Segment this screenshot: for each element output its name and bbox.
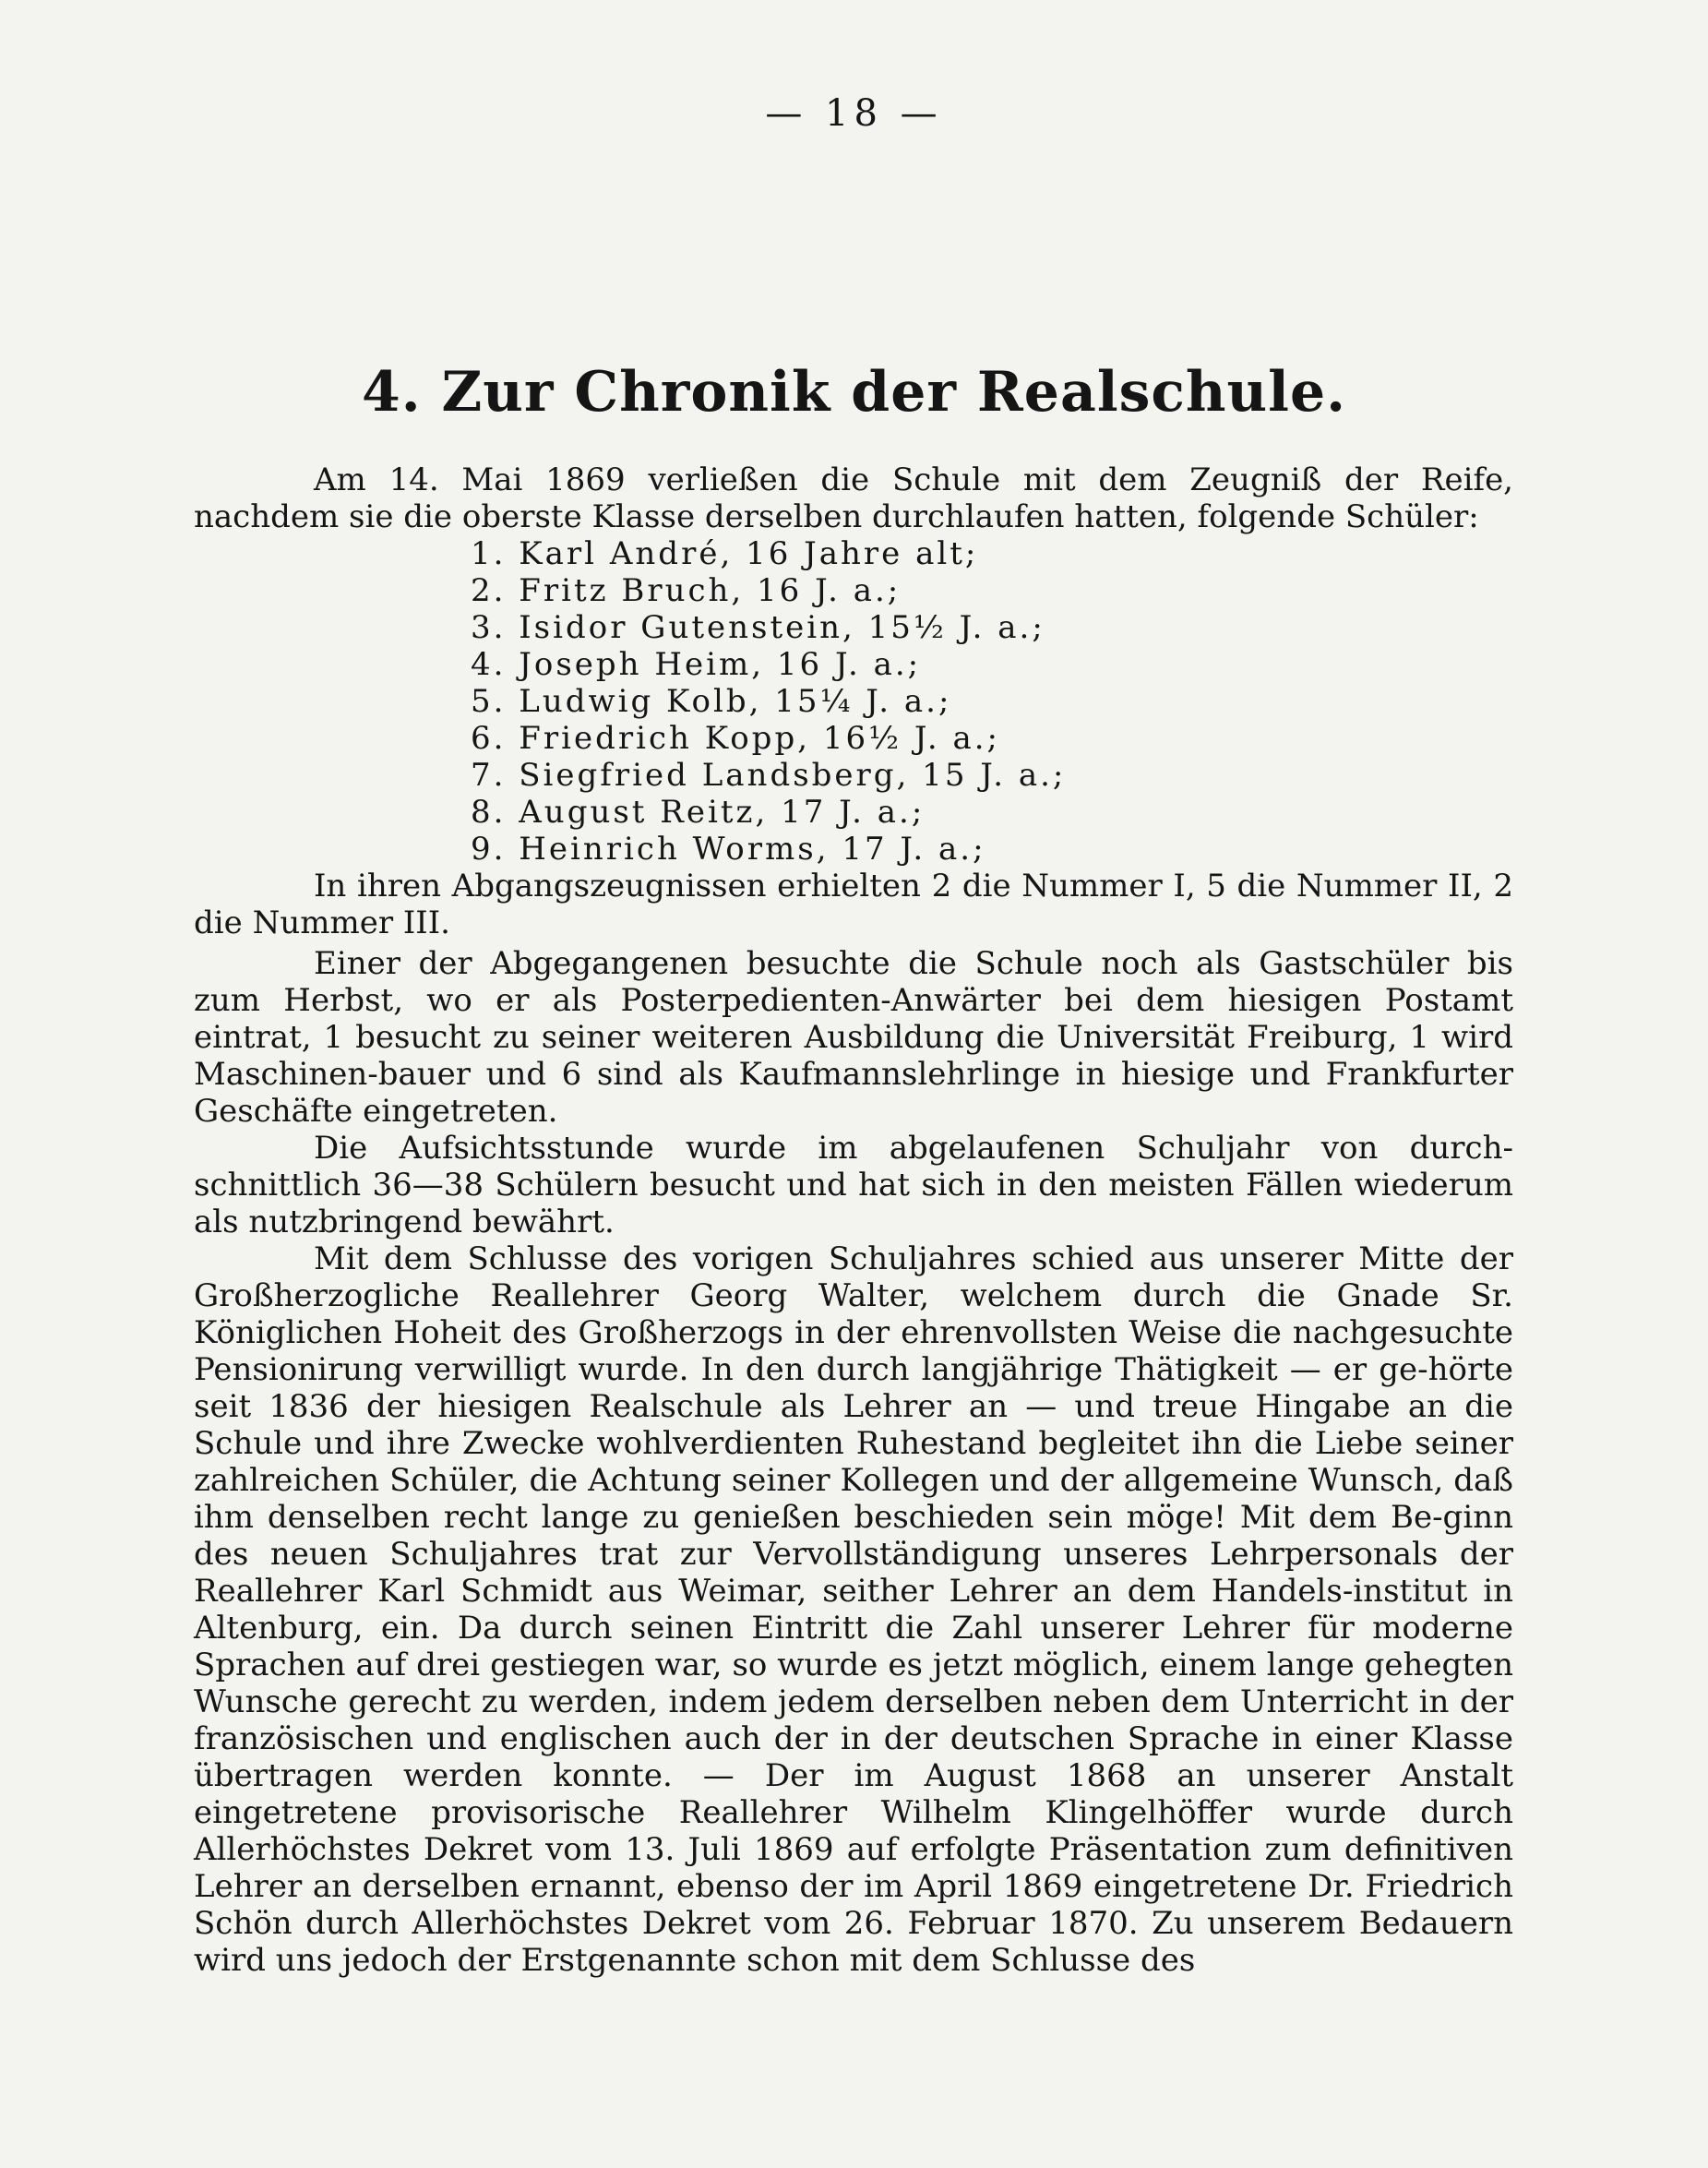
list-item: 2. Fritz Bruch, 16 J. a.; (471, 572, 902, 609)
page-number: — 18 — (765, 92, 943, 135)
list-item: 8. August Reitz, 17 J. a.; (471, 794, 926, 831)
list-item: 9. Heinrich Worms, 17 J. a.; (471, 831, 986, 868)
paragraph-supervision: Die Aufsichtsstunde wurde im abgelaufenen Schuljahr von durch-schnittlich 36—38 Schülern besucht und hat sich in den meisten Fällen wiederum als nutzbringend bewährt. (194, 1130, 1513, 1240)
graduate-list (194, 535, 1513, 868)
list-item: 5. Ludwig Kolb, 15¼ J. a.; (471, 683, 952, 720)
paragraph-certificates: In ihren Abgangszeugnissen erhielten 2 die Nummer I, 5 die Nummer II, 2 die Nummer III. (194, 868, 1513, 941)
list-item: 3. Isidor Gutenstein, 15½ J. a.; (471, 609, 1045, 646)
paragraph-graduation: Am 14. Mai 1869 verließen die Schule mit dem Zeugniß der Reife, nachdem sie die oberste Klasse derselben durchlaufen hatten, folgende Schüler: (194, 461, 1513, 535)
section-heading: 4. Zur Chronik der Realschule. (361, 360, 1347, 425)
paragraph-staff: Mit dem Schlusse des vorigen Schuljahres schied aus unserer Mitte der Großherzogliche Reallehrer Georg Walter, welchem durch die Gnade Sr. Königlichen Hoheit des Großherzogs in der ehrenvollsten Weise die nachgesuchte Pensionirung verwilligt wurde. In den durch langjährige Thätigkeit — er ge-hörte seit 1836 der hiesigen Realschule als Lehrer an — und treue Hingabe an die Schule und ihre Zwecke wohlverdienten Ruhestand begleitet ihn die Liebe seiner zahlreichen Schüler, die Achtung seiner Kollegen und der allgemeine Wunsch, daß ihm denselben recht lange zu genießen beschieden sein möge! Mit dem Be-ginn des neuen Schuljahres trat zur Vervollständigung unseres Lehrpersonals der Reallehrer Karl Schmidt aus Weimar, seither Lehrer an dem Handels-institut in Altenburg, ein. Da durch seinen Eintritt die Zahl unserer Lehrer für moderne Sprachen auf drei gestiegen war, so wurde es jetzt möglich, einem lange gehegten Wunsche gerecht zu werden, indem jedem derselben neben dem Unterricht in der französischen und englischen auch der in der deutschen Sprache in einer Klasse übertragen werden konnte. — Der im August 1868 an unserer Anstalt eingetretene provisorische Reallehrer Wilhelm Klingelhöffer wurde durch Allerhöchstes Dekret vom 13. Juli 1869 auf erfolgte Präsentation zum definitiven Lehrer an derselben ernannt, ebenso der im April 1869 eingetretene Dr. Friedrich Schön durch Allerhöchstes Dekret vom 26. Februar 1870. Zu unserem Bedauern wird uns jedoch der Erstgenannte schon mit dem Schlusse des (194, 1240, 1513, 1979)
list-item: 4. Joseph Heim, 16 J. a.; (471, 646, 922, 683)
list-item: 7. Siegfried Landsberg, 15 J. a.; (471, 757, 1067, 794)
document-body (194, 461, 1513, 1979)
paragraph-destinations: Einer der Abgegangenen besuchte die Schule noch als Gastschüler bis zum Herbst, wo er als Posterpedienten-Anwärter bei dem hiesigen Postamt eintrat, 1 besucht zu seiner weiteren Ausbildung die Universität Freiburg, 1 wird Maschinen-bauer und 6 sind als Kaufmannslehrlinge in hiesige und Frankfurter Geschäfte eingetreten. (194, 945, 1513, 1130)
list-item: 6. Friedrich Kopp, 16½ J. a.; (471, 720, 1000, 757)
list-item: 1. Karl André, 16 Jahre alt; (471, 535, 979, 572)
